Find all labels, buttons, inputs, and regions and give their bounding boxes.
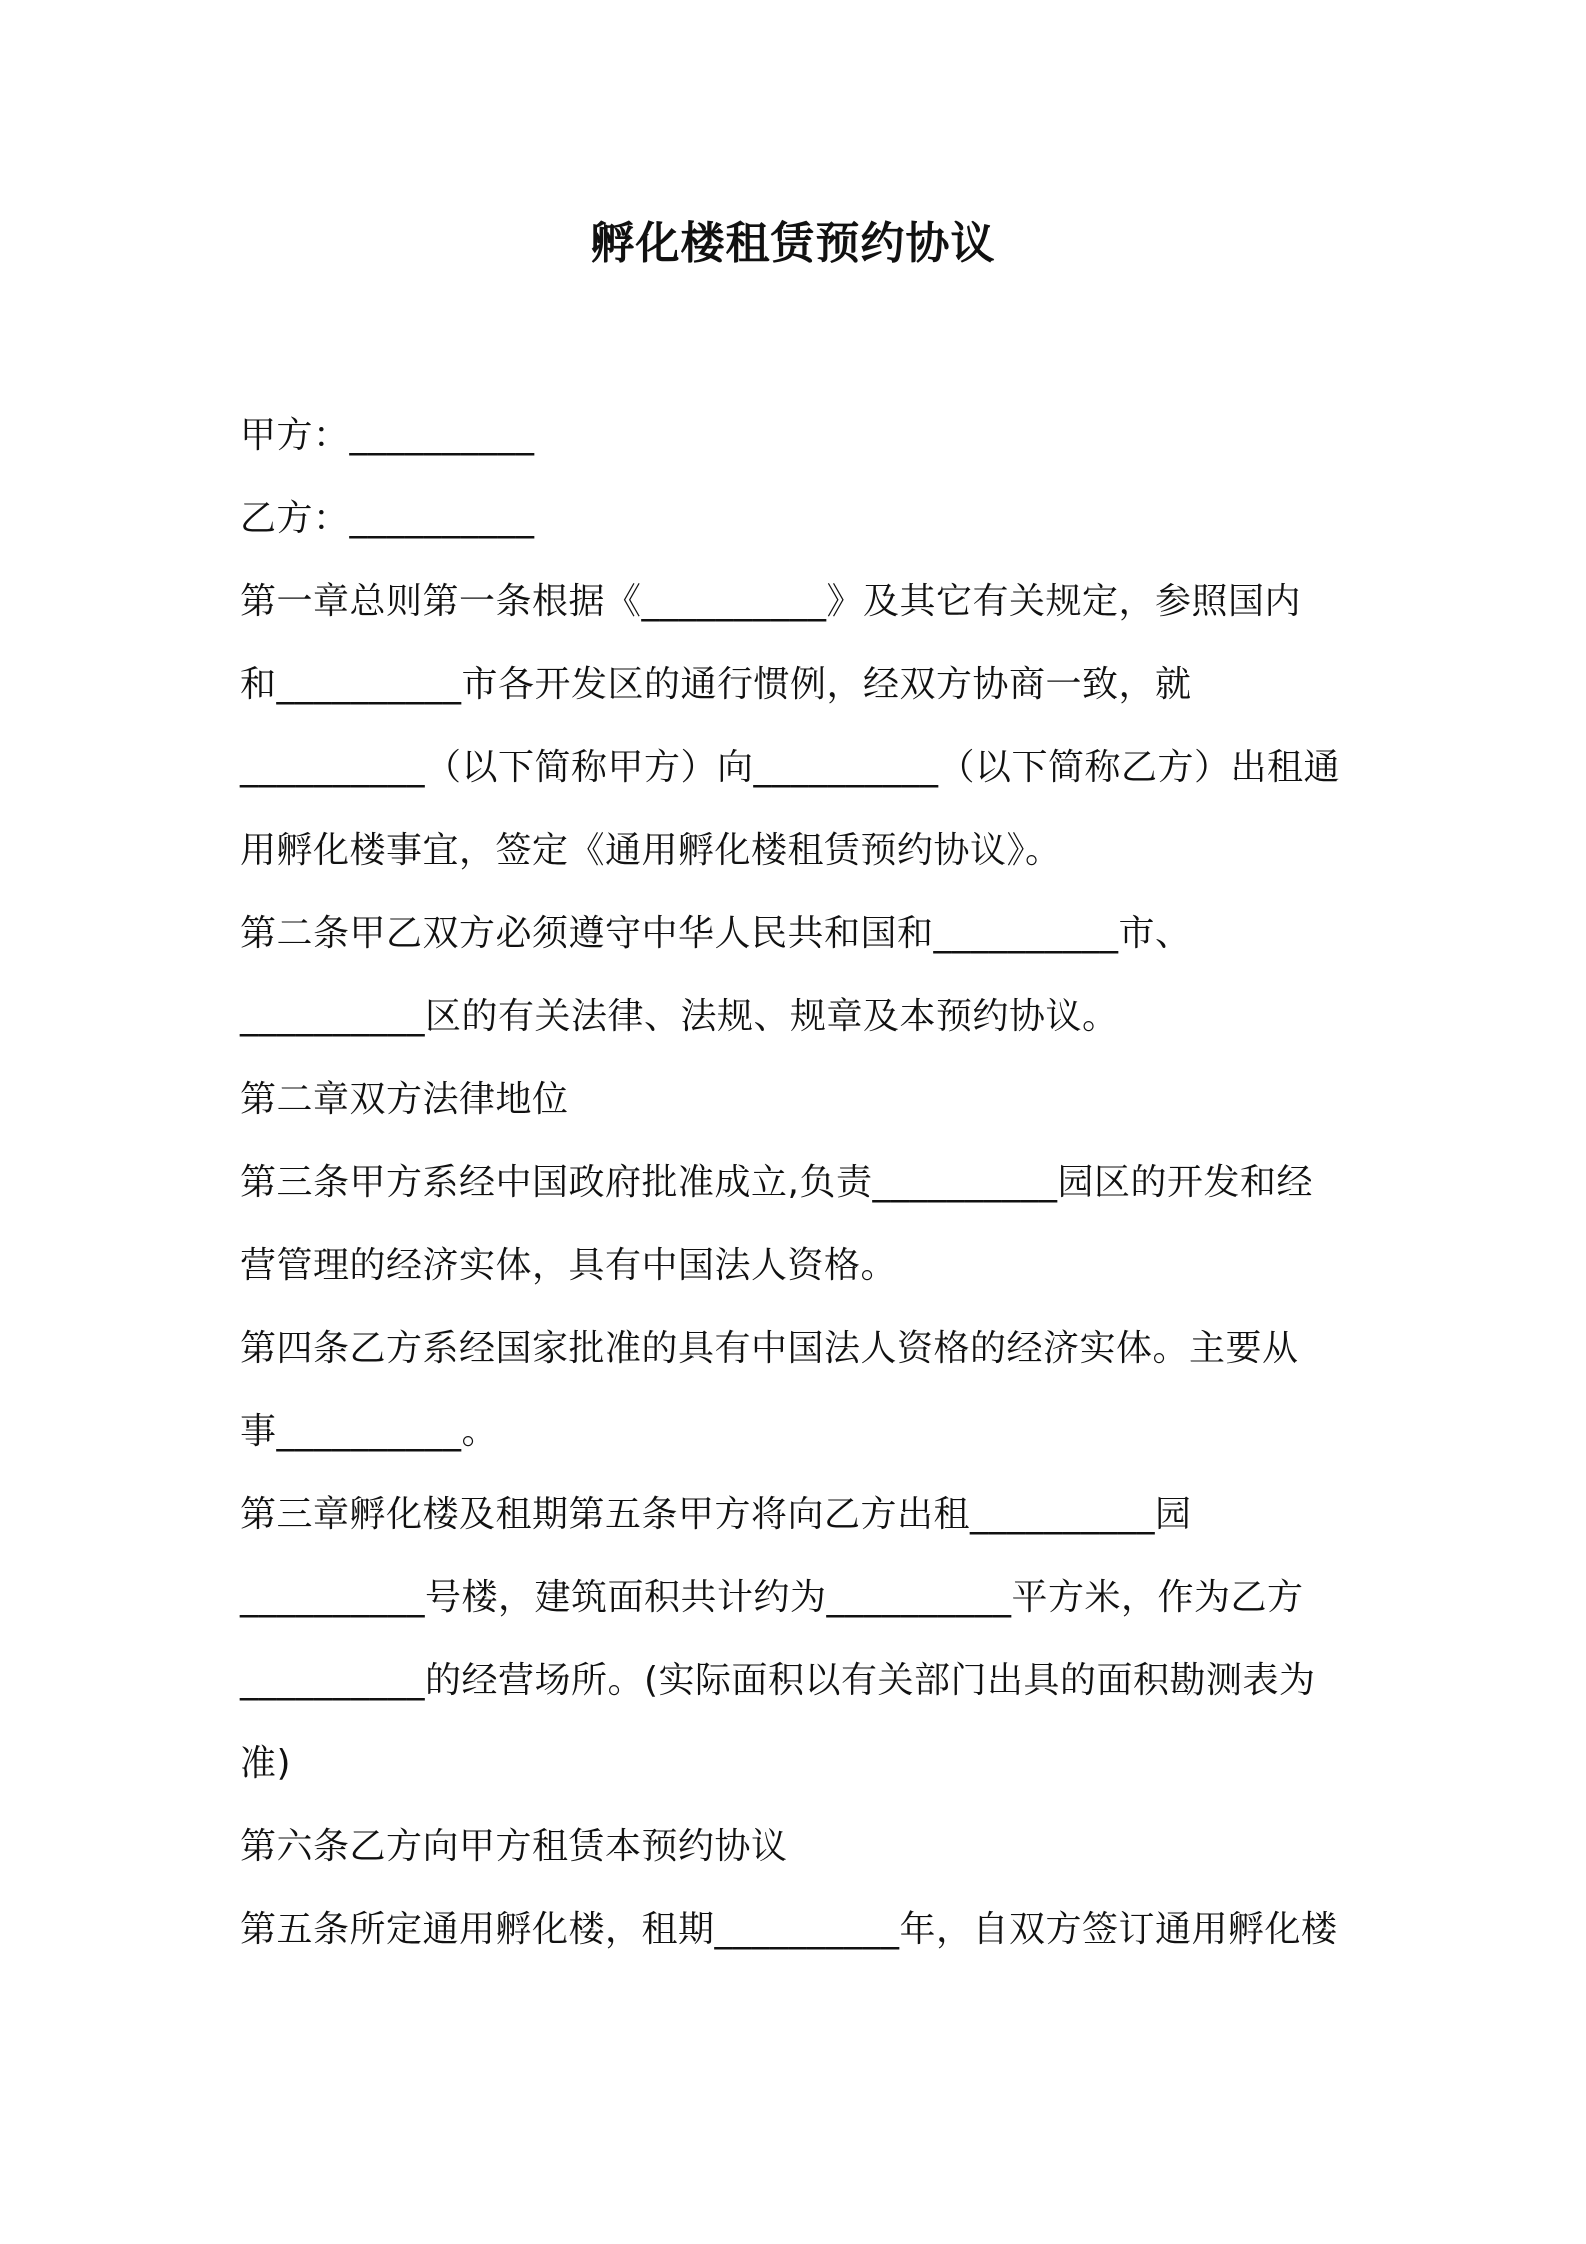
text-line: __________（以下简称甲方）向__________（以下简称乙方）出租通 (240, 747, 1341, 788)
text-line-party-a: 甲方：__________ (240, 415, 535, 456)
text-line: __________的经营场所。(实际面积以有关部门出具的面积勘测表为 (240, 1660, 1316, 1701)
text-line: 营管理的经济实体，具有中国法人资格。 (240, 1245, 898, 1286)
text-line: 和__________市各开发区的通行惯例，经双方协商一致，就 (240, 664, 1192, 705)
text-line: __________号楼，建筑面积共计约为__________平方米，作为乙方 (240, 1577, 1304, 1618)
text-line: 第一章总则第一条根据《__________》及其它有关规定，参照国内 (240, 581, 1302, 622)
text-line: 第五条所定通用孵化楼，租期__________年，自双方签订通用孵化楼 (240, 1909, 1338, 1950)
chapter-heading: 第二章双方法律地位 (240, 1079, 569, 1120)
text-line: 第二条甲乙双方必须遵守中华人民共和国和__________市、 (240, 913, 1192, 954)
text-line: 事__________。 (240, 1411, 499, 1452)
document-body (240, 406, 1360, 1983)
text-line-party-b: 乙方：__________ (240, 498, 535, 539)
text-line: 用孵化楼事宜，签定《通用孵化楼租赁预约协议》。 (240, 830, 1062, 871)
text-line: 准) (240, 1743, 292, 1784)
text-line: 第三条甲方系经中国政府批准成立,负责__________园区的开发和经 (240, 1162, 1313, 1203)
text-line: 第四条乙方系经国家批准的具有中国法人资格的经济实体。主要从 (240, 1328, 1299, 1369)
text-line: 第三章孵化楼及租期第五条甲方将向乙方出租__________园 (240, 1494, 1192, 1535)
text-line: 第六条乙方向甲方租赁本预约协议 (240, 1826, 788, 1867)
document-title: 孵化楼租赁预约协议 (590, 218, 996, 269)
text-line: __________区的有关法律、法规、规章及本预约协议。 (240, 996, 1119, 1037)
